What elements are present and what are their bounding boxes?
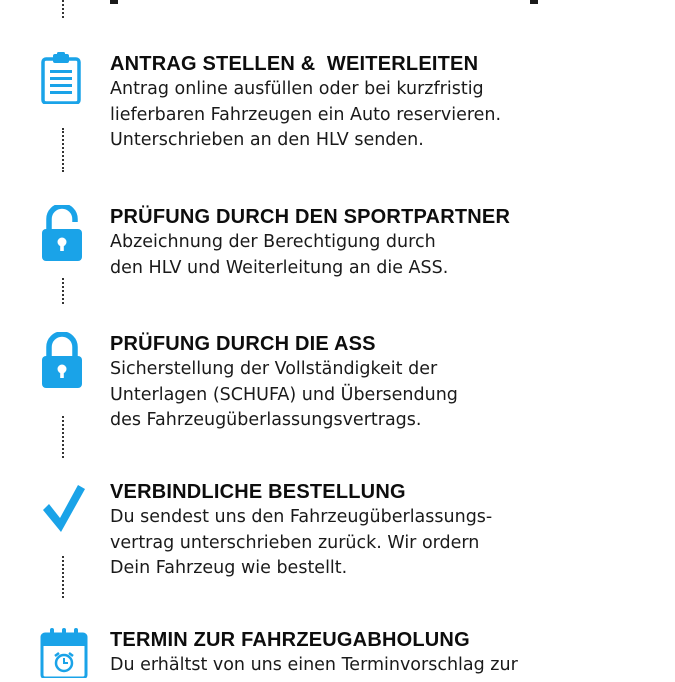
step-description-line: den HLV und Weiterleitung an die ASS. <box>110 257 449 278</box>
unlocked-padlock-icon <box>40 205 84 267</box>
timeline-connector <box>62 0 64 18</box>
step-text <box>110 52 650 154</box>
step-description-line: lieferbaren Fahrzeugen ein Auto reservieren. <box>110 104 502 125</box>
calendar-clock-icon <box>40 628 88 682</box>
step-title: VERBINDLICHE BESTELLUNG <box>110 481 406 503</box>
checkmark-icon <box>40 482 86 538</box>
step-description-line: Du sendest uns den Fahrzeugüberlassungs- <box>110 507 493 527</box>
step-text <box>110 332 650 434</box>
step-description-line: Abzeichnung der Berechtigung durch <box>110 232 436 252</box>
step-text <box>110 205 650 281</box>
timeline-connector <box>62 278 64 304</box>
step-title: TERMIN ZUR FAHRZEUGABHOLUNG <box>110 629 470 651</box>
step-description-line: Dein Fahrzeug wie bestellt. <box>110 558 348 578</box>
step-title: PRÜFUNG DURCH DEN SPORTPARTNER <box>110 206 511 228</box>
step-description-line: Antrag online ausfüllen oder bei kurzfristig <box>110 79 484 99</box>
step-title: ANTRAG STELLEN & WEITERLEITEN <box>110 53 479 75</box>
step-description-line: des Fahrzeugüberlassungsvertrags. <box>110 410 422 430</box>
step-description-line: Unterlagen (SCHUFA) und Übersendung <box>110 384 458 405</box>
step-title: PRÜFUNG DURCH DIE ASS <box>110 333 376 355</box>
step-description-line: Du erhältst von uns einen Terminvorschlag zur <box>110 655 518 675</box>
step-description-line: Unterschrieben an den HLV senden. <box>110 130 424 150</box>
step-description-line: Sicherstellung der Vollständigkeit der <box>110 359 438 379</box>
step-text <box>110 480 650 582</box>
padlock-icon <box>40 332 84 394</box>
timeline-connector <box>62 128 64 172</box>
step-description-line: vertrag unterschrieben zurück. Wir ordern <box>110 532 480 553</box>
timeline-connector <box>62 416 64 458</box>
step-text <box>110 628 650 679</box>
timeline-connector <box>62 556 64 598</box>
clipboard-icon <box>40 52 82 108</box>
